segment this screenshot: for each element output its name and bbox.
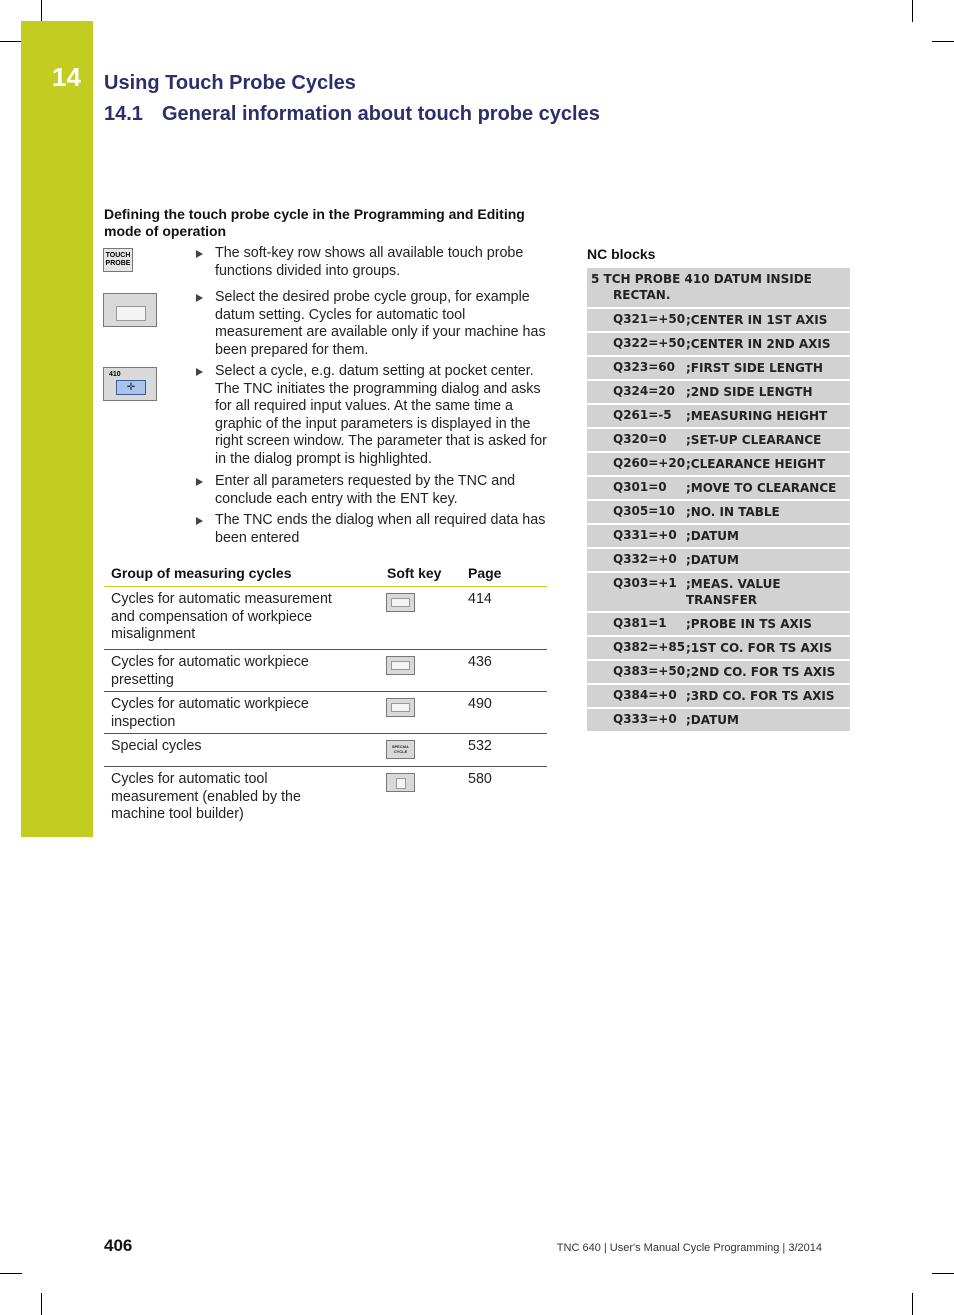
nc-line: Q322=+50 ;CENTER IN 2ND AXIS xyxy=(587,333,850,357)
nc-line: Q333=+0 ;DATUM xyxy=(587,709,850,733)
arrow-icon xyxy=(196,250,203,258)
subheading: Defining the touch probe cycle in the Programming and Editing mode of operation xyxy=(104,206,525,239)
nc-line: Q301=0 ;MOVE TO CLEARANCE xyxy=(587,477,850,501)
nc-line: Q320=0 ;SET-UP CLEARANCE xyxy=(587,429,850,453)
step-item: The soft-key row shows all available touch probe functions divided into groups. xyxy=(196,245,556,280)
inspection-softkey-icon xyxy=(386,698,415,717)
step-item: The TNC ends the dialog when all required data has been entered xyxy=(196,512,556,547)
step-item: Select the desired probe cycle group, for example datum setting. Cycles for automatic tool measurement are available only if your machine has been prepared for them. xyxy=(196,289,556,359)
nc-line: Q332=+0 ;DATUM xyxy=(587,549,850,573)
arrow-icon xyxy=(196,478,203,486)
step-item: Enter all parameters requested by the TNC and conclude each entry with the ENT key. xyxy=(196,473,556,508)
nc-line: Q331=+0 ;DATUM xyxy=(587,525,850,549)
chapter-title: Using Touch Probe Cycles xyxy=(104,72,356,94)
nc-line: Q383=+50 ;2ND CO. FOR TS AXIS xyxy=(587,661,850,685)
page-number: 406 xyxy=(104,1236,133,1255)
nc-line: Q324=20 ;2ND SIDE LENGTH xyxy=(587,381,850,405)
table-row: Special cycles SPECIAL CYCLE 532 xyxy=(104,734,547,767)
nc-line: Q260=+20 ;CLEARANCE HEIGHT xyxy=(587,453,850,477)
section-number: 14.1 xyxy=(104,103,143,125)
cycle-410-softkey-icon: 410 ✛ xyxy=(103,367,157,401)
table-row: Cycles for automatic tool measurement (enabled by the machine tool builder) 580 xyxy=(111,771,492,822)
nc-line: Q384=+0 ;3RD CO. FOR TS AXIS xyxy=(587,685,850,709)
footer-text: TNC 640 | User's Manual Cycle Programming | 3/2014 xyxy=(556,1242,822,1254)
tool-measurement-softkey-icon xyxy=(386,773,415,792)
nc-line: Q303=+1 ;MEAS. VALUE TRANSFER xyxy=(587,573,850,613)
section-title-text: General information about touch probe cycles xyxy=(162,103,600,125)
probe-group-softkey-icon xyxy=(103,293,157,327)
misalignment-softkey-icon xyxy=(386,593,415,612)
crop-mark xyxy=(41,1293,42,1315)
crop-mark xyxy=(0,1273,22,1274)
nc-line: Q261=-5 ;MEASURING HEIGHT xyxy=(587,405,850,429)
arrow-icon xyxy=(196,517,203,525)
crop-mark xyxy=(912,1293,913,1315)
crop-mark xyxy=(41,0,42,22)
section-title xyxy=(104,103,600,126)
table-row: Cycles for automatic workpiece inspection 490 xyxy=(104,692,547,734)
table-row: Cycles for automatic measurement and compensation of workpiece misalignment 414 xyxy=(104,587,547,650)
nc-line: Q381=1 ;PROBE IN TS AXIS xyxy=(587,613,850,637)
table-row: Cycles for automatic workpiece presetting 436 xyxy=(104,650,547,692)
arrow-icon xyxy=(196,294,203,302)
nc-line: Q382=+85 ;1ST CO. FOR TS AXIS xyxy=(587,637,850,661)
cycle-groups-table xyxy=(104,560,547,825)
nc-block-header: 5 TCH PROBE 410 DATUM INSIDE RECTAN. xyxy=(587,268,850,309)
nc-line: Q305=10 ;NO. IN TABLE xyxy=(587,501,850,525)
crop-mark xyxy=(932,1273,954,1274)
touch-probe-softkey-icon: TOUCH PROBE xyxy=(103,248,133,272)
nc-line: Q321=+50 ;CENTER IN 1ST AXIS xyxy=(587,309,850,333)
table-header: Group of measuring cycles Soft key Page xyxy=(104,560,547,587)
nc-line: Q323=60 ;FIRST SIDE LENGTH xyxy=(587,357,850,381)
crop-mark xyxy=(0,41,22,42)
chapter-sidebar xyxy=(21,21,93,837)
special-cycles-softkey-icon: SPECIAL CYCLE xyxy=(386,740,415,759)
nc-blocks-title: NC blocks xyxy=(587,246,656,262)
nc-blocks xyxy=(587,268,850,733)
chapter-number: 14 xyxy=(52,62,81,92)
step-item: Select a cycle, e.g. datum setting at pocket center. The TNC initiates the programming dialog and asks for all required input values. At the same time a graphic of the input parameters is displayed in the right screen window. The parameter that is asked for in the dialog prompt is highlighted. xyxy=(196,363,556,469)
arrow-icon xyxy=(196,368,203,376)
crop-mark xyxy=(932,41,954,42)
crop-mark xyxy=(912,0,913,22)
presetting-softkey-icon xyxy=(386,656,415,675)
